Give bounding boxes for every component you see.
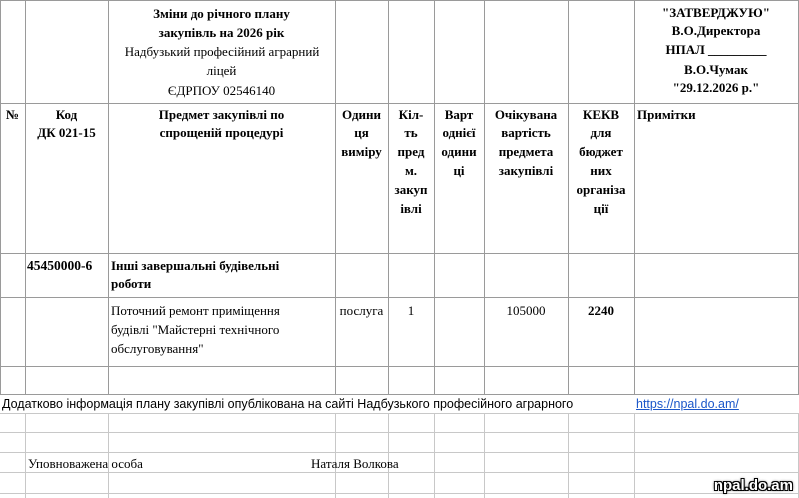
publication-note: Додатково інформація плану закупівлі опублікована на сайті Надбузького професійного аграрного [2, 397, 574, 411]
item-subject-l3: обслуговування" [111, 341, 204, 356]
group-code: 45450000-6 [27, 258, 93, 273]
col-price-l3: одини [441, 144, 477, 159]
approval-line-3: НПАЛ _________ [665, 42, 767, 57]
col-kekv-l5: організа [576, 182, 626, 197]
col-code-l2: ДК 021-15 [37, 125, 96, 140]
signer-name: Наталя Волкова [311, 456, 399, 471]
item-unit: послуга [339, 303, 384, 318]
title-line-2: закупівль на 2026 рік [158, 25, 285, 40]
approval-line-5: "29.12.2026 р." [672, 80, 760, 95]
col-qty-l3: пред [397, 144, 425, 159]
item-subject-l2: будівлі "Майстерні технічного [111, 322, 280, 337]
col-expected-l2: вартість [501, 125, 551, 140]
item-expected-cost: 105000 [506, 303, 546, 318]
col-qty-l1: Кіл- [398, 107, 424, 122]
watermark: npal.do.am [713, 477, 793, 494]
group-subject-l1: Інші завершальні будівельні [111, 258, 280, 273]
org-name-line-1: Надбузький професійний аграрний [124, 44, 320, 59]
edrpou-code: ЄДРПОУ 02546140 [167, 83, 276, 98]
col-unit-l2: ця [354, 125, 369, 140]
item-qty: 1 [407, 303, 415, 318]
col-kekv-l2: для [590, 125, 612, 140]
col-expected-l4: закупівлі [498, 163, 554, 178]
col-price-l4: ці [453, 163, 465, 178]
col-kekv-l3: бюджет [579, 144, 623, 159]
col-kekv-l1: КЕКВ [582, 107, 620, 122]
approval-line-4: В.О.Чумак [684, 62, 748, 77]
group-subject-l2: роботи [111, 276, 152, 291]
col-kekv-l6: ції [593, 201, 609, 216]
col-code-l1: Код [55, 107, 78, 122]
col-subject-l1: Предмет закупівлі по [158, 107, 285, 122]
item-subject-l1: Поточний ремонт приміщення [111, 303, 280, 318]
col-price-l1: Варт [444, 107, 474, 122]
site-link[interactable]: https://npal.do.am/ [636, 397, 739, 411]
col-qty-l2: ть [404, 125, 418, 140]
col-qty-l5: закуп [394, 182, 428, 197]
signer-role: Уповноважена особа [28, 456, 143, 471]
org-name-line-2: ліцей [206, 63, 237, 78]
col-subject-l2: спрощеній процедурі [159, 125, 284, 140]
item-kekv: 2240 [588, 303, 614, 318]
col-unit-l1: Одини [342, 107, 381, 122]
col-expected-l3: предмета [498, 144, 554, 159]
col-number: № [5, 107, 20, 122]
col-kekv-l4: них [590, 163, 612, 178]
col-expected-l1: Очікувана [494, 107, 558, 122]
title-line-1: Зміни до річного плану [153, 6, 290, 21]
col-unit-l3: виміру [341, 144, 382, 159]
col-qty-l6: івлі [400, 201, 422, 216]
col-price-l2: однієї [442, 125, 476, 140]
col-qty-l4: м. [404, 163, 418, 178]
col-notes: Примітки [637, 107, 696, 122]
approval-line-2: В.О.Директора [671, 23, 761, 38]
approval-line-1: "ЗАТВЕРДЖУЮ" [662, 5, 770, 20]
